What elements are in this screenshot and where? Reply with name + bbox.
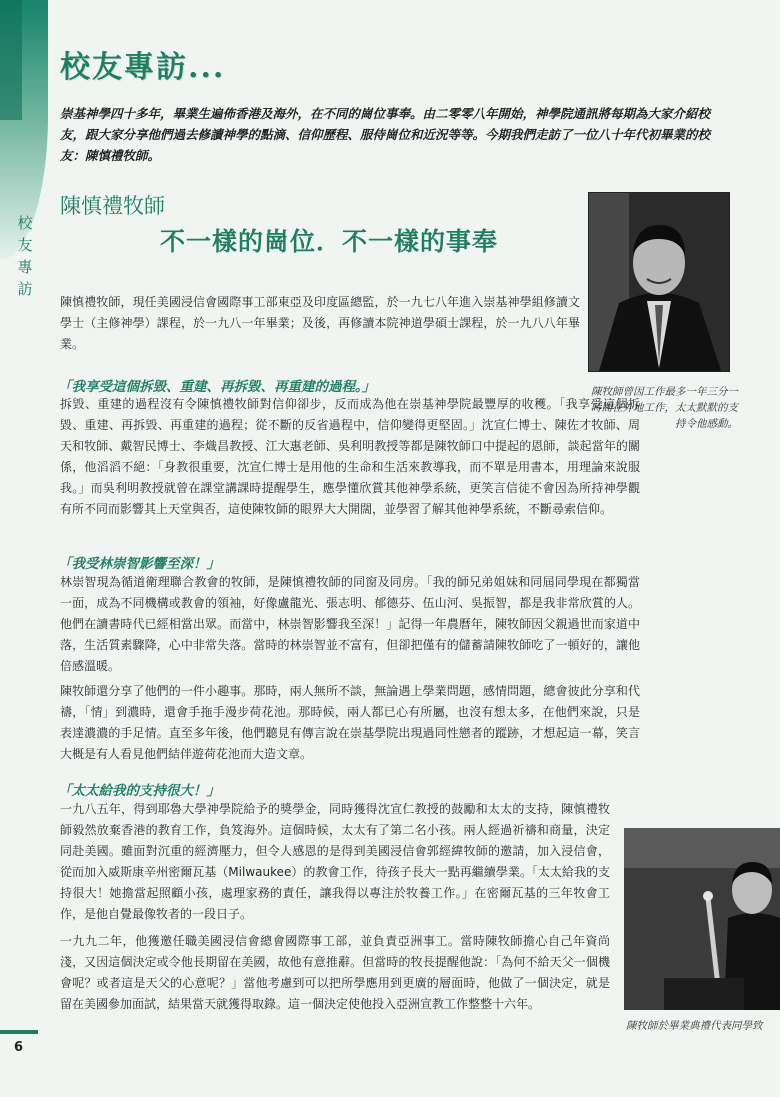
graduation-photo [624, 828, 780, 1010]
article-paragraph-1: 陳慎禮牧師，現任美國浸信會國際事工部東亞及印度區總監，於一九七八年進入崇基神學組修讀文學士（主修神學）課程，於一九八一年畢業；及後，再修讀本院神道學碩士課程，於一九八八年畢業。 [60, 295, 580, 351]
article-paragraph-5: 一九八五年，得到耶魯大學神學院給予的獎學金，同時獲得沈宣仁教授的鼓勵和太太的支持，陳慎禮牧師毅然放棄香港的教育工作，負笈海外。這個時候，太太有了第二名小孩。兩人經過祈禱和商量，決定同赴美國。雖面對沉重的經濟壓力，但令人感恩的是得到美國浸信會郭經緯牧師的邀請，加入浸信會，從而加入威斯康辛州密爾瓦基（Milwaukee）的教會工作，待孩子長大一點再繼續學業。「太太給我的支持很大！她擔當起照顧小孩，處理家務的責任，讓我得以專注於牧養工作。」在密爾瓦基的三年牧會工作，是他自覺最像牧者的一段日子。 [60, 802, 610, 921]
interviewee-name: 陳慎禮牧師 [60, 194, 165, 218]
article-paragraph-2: 拆毀、重建的過程沒有令陳慎禮牧師對信仰卻步，反而成為他在崇基神學院最豐厚的收穫。「我享受這個拆毀、重建、再拆毀、再重建的過程；從不斷的反省過程中，信仰變得更堅固。」沈宣仁博士、陳佐才牧師、周天和牧師、戴智民博士、李熾昌教授、江大惠老師、吳利明教授等都是陳牧師口中提起的恩師，談起當年的關係，他滔滔不絕：「身教很重要，沈宣仁博士是用他的生命和生活來教導我，而不單是用書本，用理論來說服我。」而吳利明教授就曾在課堂講課時提醒學生，應學懂欣賞其他神學系統，更笑言信徒不會因為所持神學觀有所不同而影響其上天堂與否，這使陳牧師的眼界大大開闊，並學習了解其他神學系統，不斷尋索信仰。 [60, 397, 640, 516]
article-headline: 不一樣的崗位．不一樣的事奉 [160, 227, 499, 256]
page-title: 校友專訪... [60, 50, 226, 85]
portrait-caption: 陳牧師曾因工作最多一年三分一時間在外地工作，太太默默的支持令他感動。 [591, 386, 738, 430]
side-section-tab: 校友專訪 [17, 214, 33, 298]
page-number: 6 [14, 1040, 24, 1055]
intro-paragraph: 崇基神學四十多年，畢業生遍佈香港及海外，在不同的崗位事奉。由二零零八年開始，神學院通訊將每期為大家介紹校友，跟大家分享他們過去修讀神學的點滴、信仰歷程、服侍崗位和近況等等。今期我們走訪了一位八十年代初畢業的校友：陳慎禮牧師。 [60, 106, 711, 163]
graduation-caption: 陳牧師於畢業典禮代表同學致 [626, 1020, 763, 1032]
portrait-photo [588, 192, 730, 372]
article-paragraph-3: 林崇智現為循道衛理聯合教會的牧師，是陳慎禮牧師的同窗及同房。「我的師兄弟姐妹和同屆同學現在都獨當一面，成為不同機構或教會的領袖，好像盧龍光、張志明、郁德芬、伍山河、吳振智，都是我非常欣賞的人。他們在讀書時代已經相當出眾。而當中，林崇智影響我至深！」記得一年農曆年，陳牧師因父親過世而家道中落，生活質素驟降，心中非常失落。當時的林崇智並不富有，但卻把僅有的儲蓄請陳牧師吃了一頓好的，讓他倍感溫暖。 [60, 575, 640, 673]
left-decoration-band [0, 0, 22, 120]
portrait-illustration [589, 193, 729, 371]
section-heading-3: 「太太給我的支持很大！」 [58, 783, 220, 799]
graduation-illustration [624, 828, 780, 1010]
article-paragraph-6: 一九九二年，他獲邀任職美國浸信會總會國際事工部，並負責亞洲事工。當時陳牧師擔心自己年資尚淺，又因這個決定或令他長期留在美國，故他有意推辭。但當時的牧長提醒他說：「為何不給天父一個機會呢？或者這是天父的心意呢？」當他考慮到可以把所學應用到更廣的層面時，他做了一個決定，就是留在美國參加面試，結果當天就獲得取錄。這一個決定使他投入亞洲宣教工作整整十六年。 [60, 934, 610, 1011]
page-number-rule [0, 1030, 38, 1034]
section-heading-2: 「我受林崇智影響至深！」 [58, 556, 220, 572]
section-heading-1: 「我享受這個拆毀、重建、再拆毀、再重建的過程。」 [58, 379, 376, 395]
article-paragraph-4: 陳牧師還分享了他們的一件小趣事。那時，兩人無所不談，無論遇上學業問題，感情問題，總會彼此分享和代禱，「情」到濃時，還會手拖手漫步荷花池。那時候，兩人都已心有所屬，也沒有想太多，在他們來說，只是表達濃濃的手足情。直至多年後，他們聽見有傳言說在崇基學院出現過同性戀者的蹤跡，才想起這一幕，笑言大概是有人看見他們結伴遊荷花池而大造文章。 [60, 684, 640, 761]
